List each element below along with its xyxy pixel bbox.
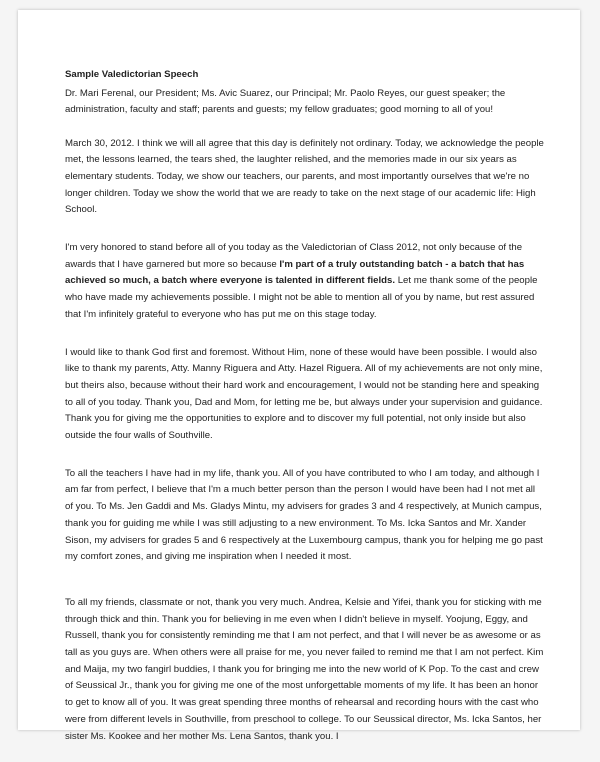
document-page [18,10,580,742]
paragraph-honor [65,240,545,324]
paragraph-thanks-friends: To all my friends, classmate or not, thank you very much. Andrea, Kelsie and Yifei, thank you for sticking with me through thick and thin. Thank you for believing in me even when I didn't believe in myself. Yoojung, Eggy, and Russell, thank you for consistently reminding me that I am not perfect, and that I will never be as awesome or as tall as you guys are. When others were all praise for me, you never failed to remind me that I am not perfect. Kim and Maija, my two fangirl buddies, I thank you for bringing me into the new world of K Pop. To the cast and crew of Seussical Jr., thank you for giving me one of the most unforgettable moments of my life. It has been an honor to get to know all of you. It was great spending three months of rehearsal and recording hours with the cast who were from different levels in Southville, from preschool to college. To our Seussical director, Ms. Icka Santos, her sister Ms. Kookee and her mother Ms. Lena Santos, thank you. I [65,596,544,742]
paragraph-thanks-teachers: To all the teachers I have had in my life, thank you. All of you have contributed to who I am today, and although I am far from perfect, I believe that I'm a much better person than the person I would have been had I not met all of you. To Ms. Jen Gaddi and Ms. Gladys Mintu, my advisers for grades 3 and 4 respectively, at Munich campus, thank you for guiding me while I was still adjusting to a new environment. To Ms. Icka Santos and Mr. Xander Sison, my advisers for grades 5 and 6 respectively at the Luxembourg campus, thank you for helping me go past my comfort zones, and giving me inspiration when I needed it most. [65,467,543,563]
paragraph-greeting: Dr. Mari Ferenal, our President; Ms. Avic Suarez, our Principal; Mr. Paolo Reyes, our guest speaker; the administration, faculty and staff; parents and guests; my fellow graduates; good morning to all of you! [65,87,506,116]
paragraph-honor-text-end: Let me thank some of the people who have made my achievements possible. I might not be able to mention all of you by name, but rest assured that I'm infinitely grateful to everyone who has put me on this stage today. [65,275,538,320]
paragraph-opening: March 30, 2012. I think we will all agree that this day is definitely not ordinary. Today, we acknowledge the people met, the lessons learned, the tears shed, the laughter relished, and the memories made in our six years as elementary students. Today, we show our teachers, our parents, and most importantly ourselves that we're no longer children. Today we show the world that we are ready to take on the next stage of our academic life: High School. [65,137,544,216]
document-body [65,67,545,762]
paragraph-honor-text-start: I'm very honored to stand before all of you today as the Valedictorian of Class 2012, not only because of the awards that I have garnered but more so because [65,242,523,270]
paragraph-thanks-family: I would like to thank God first and foremost. Without Him, none of these would have been possible. I would also like to thank my parents, Atty. Manny Riguera and Atty. Hazel Riguera. All of my achievements are not only mine, but theirs also, because without their hard work and encouragement, I would not be standing here and speaking to all of you today. Thank you, Dad and Mom, for letting me be, but always under your supervision and guidance. Thank you for giving me the opportunities to explore and to discover my full potential, not only inside but also outside the four walls of Southville. [65,346,543,442]
document-title: Sample Valedictorian Speech [65,69,199,80]
paragraph-honor-bold-text: I'm part of a truly outstanding batch - a batch that has achieved so much, a batch where everyone is talented in different fields. [65,258,525,287]
